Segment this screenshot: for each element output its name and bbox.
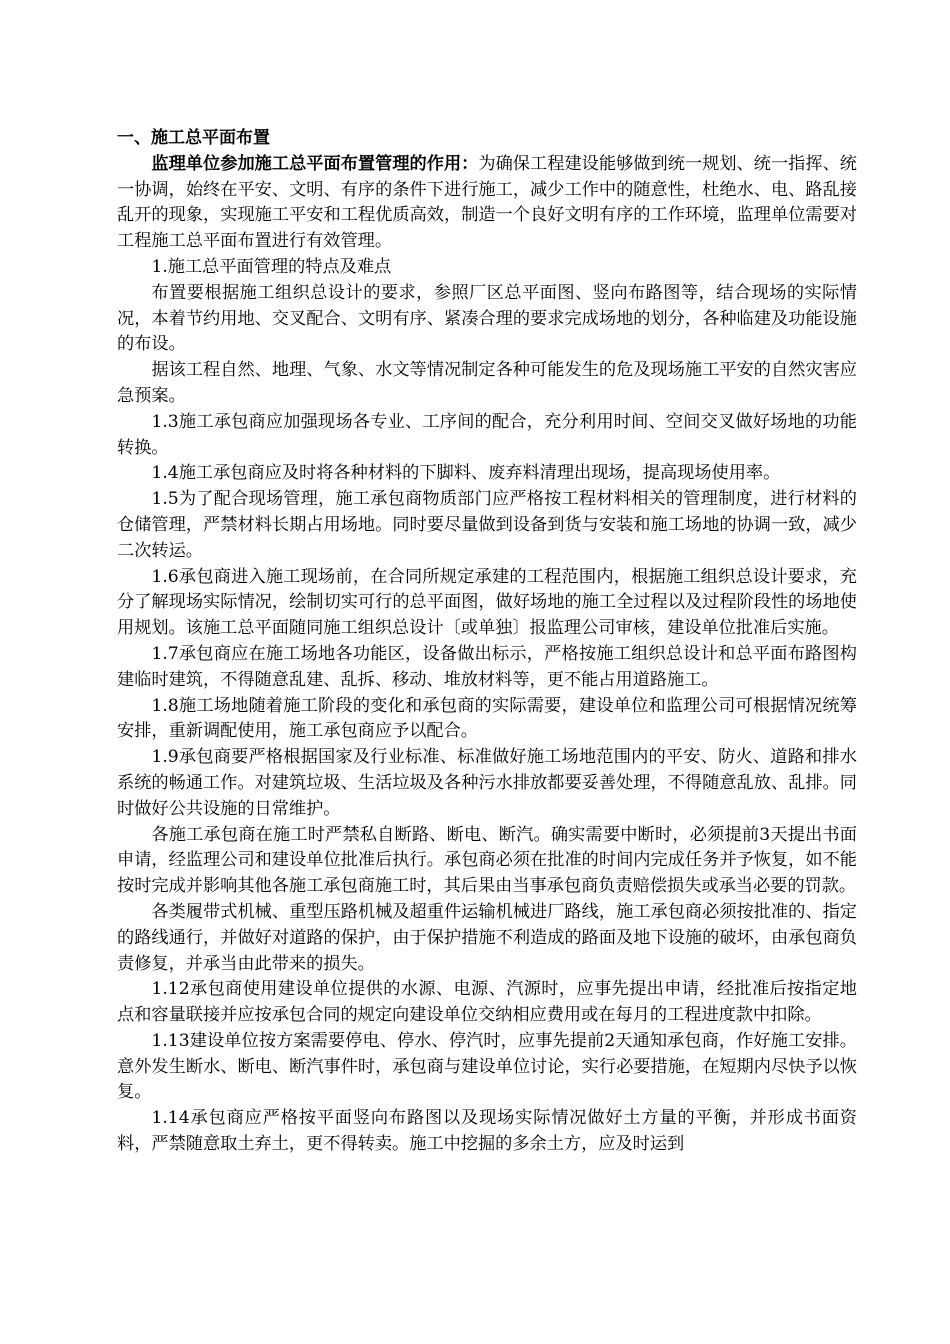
paragraph: 各类履带式机械、重型压路机械及超重件运输机械进厂路线，施工承包商必须按批准的、指定的路线通行，并做好对道路的保护，由于保护措施不利造成的路面及地下设施的破坏，由承包商负责修复，并承当由此带来的损失。 bbox=[117, 901, 857, 974]
intro-paragraph bbox=[117, 152, 857, 255]
paragraph: 1.6承包商进入施工现场前，在合同所规定承建的工程范围内，根据施工组织总设计要求，充分了解现场实际情况，绘制切实可行的总平面图，做好场地的施工全过程以及过程阶段性的场地使用规划。该施工总平面随同施工组织总设计〔或单独〕报监理公司审核，建设单位批准后实施。 bbox=[117, 566, 857, 639]
paragraph: 1.4施工承包商应及时将各种材料的下脚料、废弃料清理出现场，提高现场使用率。 bbox=[151, 463, 781, 484]
paragraph: 1.7承包商应在施工场地各功能区，设备做出标示，严格按施工组织总设计和总平面布路图构建临时建筑，不得随意乱建、乱拆、移动、堆放材料等，更不能占用道路施工。 bbox=[117, 643, 857, 690]
paragraph: 1.8施工场地随着施工阶段的变化和承包商的实际需要，建设单位和监理公司可根据情况统筹安排，重新调配使用，施工承包商应予以配合。 bbox=[117, 695, 857, 742]
document-page bbox=[117, 126, 857, 1158]
paragraph: 1.5为了配合现场管理，施工承包商物质部门应严格按工程材料相关的管理制度，进行材料的仓储管理，严禁材料长期占用场地。同时要尽量做到设备到货与安装和施工场地的协调一致，减少二次转运。 bbox=[117, 489, 857, 561]
paragraph: 据该工程自然、地理、气象、水文等情况制定各种可能发生的危及现场施工平安的自然灾害应急预案。 bbox=[117, 360, 857, 406]
paragraph: 各施工承包商在施工时严禁私自断路、断电、断汽。确实需要中断时，必须提前3天提出书面申请，经监理公司和建设单位批准后执行。承包商必须在批准的时间内完成任务并予恢复，如不能按时完成并影响其他各施工承包商施工时，其后果由当事承包商负责赔偿损失或承当必要的罚款。 bbox=[117, 824, 857, 897]
paragraph: 1.12承包商使用建设单位提供的水源、电源、汽源时，应事先提出申请，经批准后按指定地点和容量联接并应按承包合同的规定向建设单位交纳相应费用或在每月的工程进度款中扣除。 bbox=[117, 979, 857, 1026]
section-heading: 一、施工总平面布置 bbox=[117, 128, 270, 148]
intro-body: 为确保工程建设能够做到统一规划、统一指挥、统一协调，始终在平安、文明、有序的条件下进行施工，减少工作中的随意性，杜绝水、电、路乱接乱开的现象，实现施工平安和工程优质高效，制造一个良好文明有序的工作环境，监理单位需要对工程施工总平面布置进行有效管理。 bbox=[117, 153, 857, 252]
paragraph: 1.3施工承包商应加强现场各专业、工序间的配合，充分利用时间、空间交叉做好场地的功能转换。 bbox=[117, 411, 857, 458]
paragraph: 1.14承包商应严格按平面竖向布路图以及现场实际情况做好土方量的平衡，并形成书面资料，严禁随意取土弃土，更不得转卖。施工中挖掘的多余土方，应及时运到 bbox=[117, 1108, 857, 1155]
paragraph-subheading: 1.施工总平面管理的特点及难点 bbox=[151, 256, 392, 277]
paragraph: 1.13建设单位按方案需要停电、停水、停汽时，应事先提前2天通知承包商，作好施工安排。意外发生断水、断电、断汽事件时，承包商与建设单位讨论，实行必要措施，在短期内尽快予以恢复。 bbox=[117, 1030, 857, 1103]
paragraph: 1.9承包商要严格根据国家及行业标准、标准做好施工场地范围内的平安、防火、道路和排水系统的畅通工作。对建筑垃圾、生活垃圾及各种污水排放都要妥善处理，不得随意乱放、乱排。同时做好公共设施的日常维护。 bbox=[117, 747, 857, 819]
intro-lead: 监理单位参加施工总平面布置管理的作用： bbox=[151, 153, 479, 174]
paragraph: 布置要根据施工组织总设计的要求，参照厂区总平面图、竖向布路图等，结合现场的实际情况，本着节约用地、交叉配合、文明有序、紧凑合理的要求完成场地的划分，各种临建及功能设施的布设。 bbox=[117, 282, 857, 355]
